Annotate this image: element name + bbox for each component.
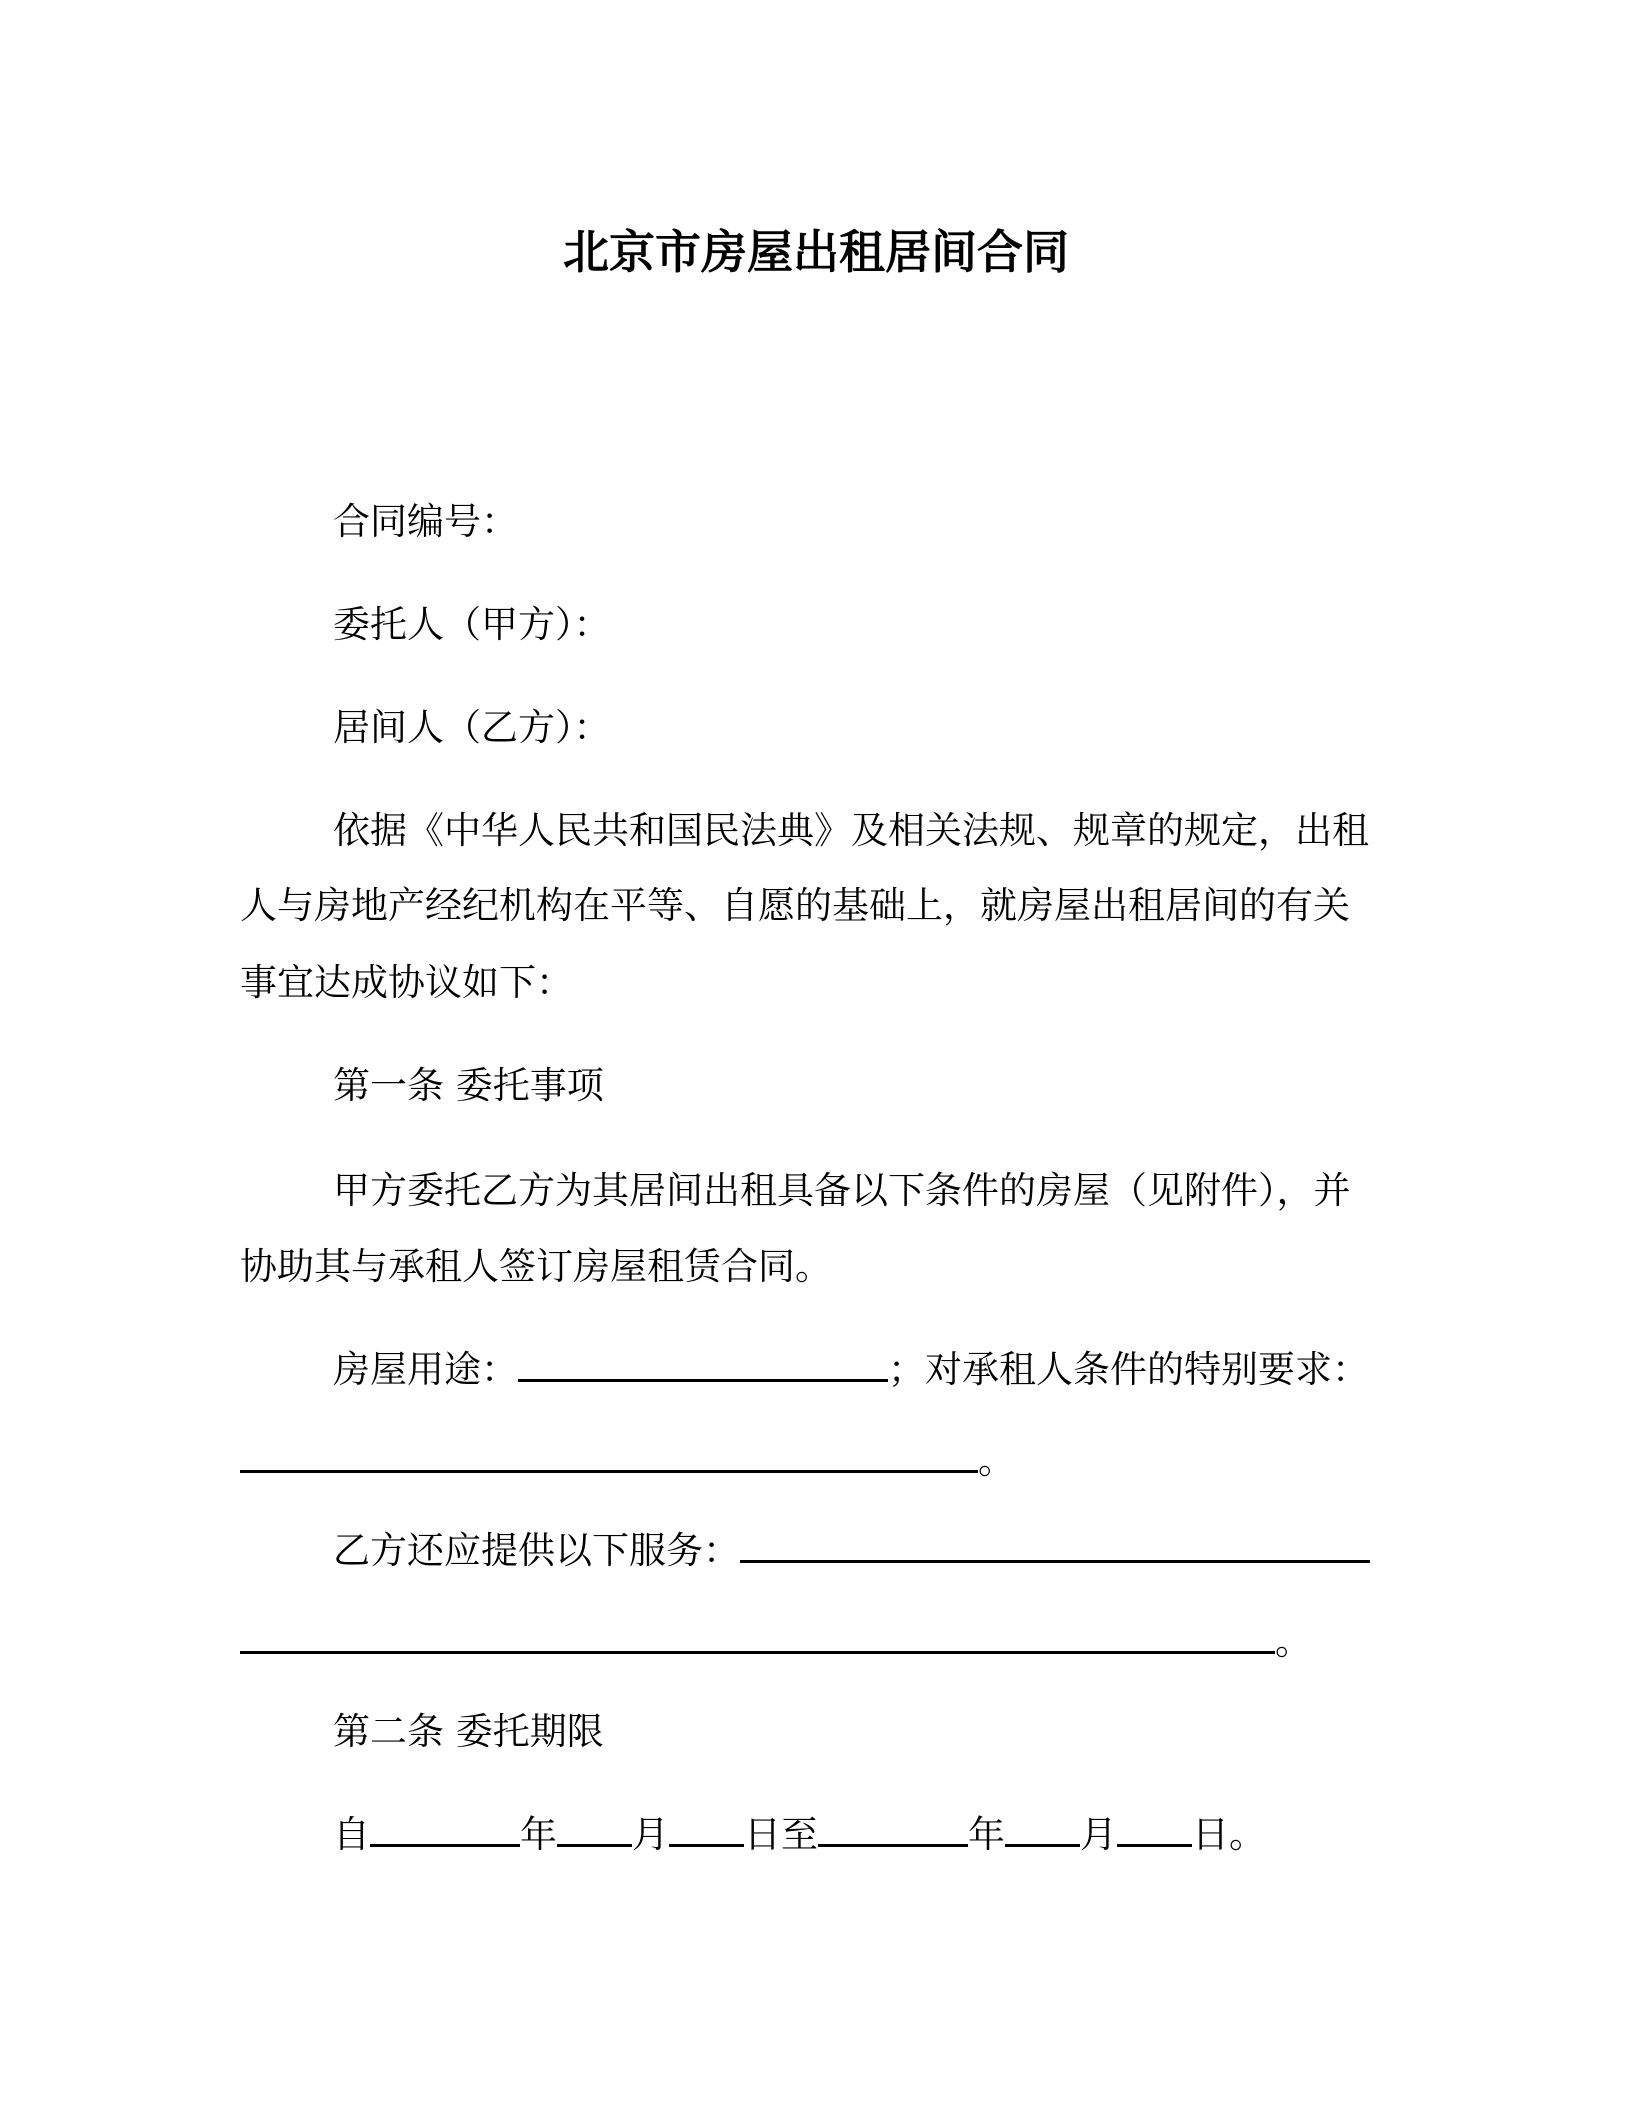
usage-row (333, 1345, 1369, 1395)
article-1-body-line-2: 协助其与承租人签订房屋租赁合同。 (240, 1245, 832, 1288)
usage-blank[interactable] (518, 1345, 888, 1382)
start-year-label: 年 (520, 1813, 557, 1856)
end-day-blank[interactable] (1117, 1810, 1192, 1847)
start-month-blank[interactable] (557, 1810, 632, 1847)
article-1-body-line-1: 甲方委托乙方为其居间出租具备以下条件的房屋（见附件），并 (333, 1169, 1351, 1212)
services-period: 。 (1275, 1620, 1312, 1663)
start-day-blank[interactable] (669, 1810, 744, 1847)
end-month-blank[interactable] (1005, 1810, 1080, 1847)
preamble-line-2: 人与房地产经纪机构在平等、自愿的基础上，就房屋出租居间的有关 (240, 884, 1350, 927)
preamble-line-3: 事宜达成协议如下： (240, 961, 573, 1004)
article-1-heading: 第一条 委托事项 (333, 1064, 604, 1107)
requirements-blank[interactable] (240, 1436, 978, 1473)
start-year-blank[interactable] (370, 1810, 520, 1847)
document-title: 北京市房屋出租居间合同 (563, 225, 1069, 279)
usage-label: 房屋用途： (333, 1348, 518, 1391)
end-year-label: 年 (968, 1813, 1005, 1856)
services-blank-2[interactable] (240, 1617, 1275, 1654)
preamble-line-1: 依据《中华人民共和国民法典》及相关法规、规章的规定，出租 (333, 809, 1369, 852)
start-month-label: 月 (632, 1813, 669, 1856)
date-range-row (333, 1810, 1266, 1860)
contract-number-label: 合同编号： (333, 500, 518, 543)
end-month-label: 月 (1080, 1813, 1117, 1856)
services-row (333, 1526, 1370, 1576)
intermediary-label: 居间人（乙方）： (333, 706, 611, 749)
services-label: 乙方还应提供以下服务： (333, 1529, 740, 1572)
date-from-label: 自 (333, 1813, 370, 1856)
requirements-period: 。 (978, 1439, 1015, 1482)
services-row-2 (240, 1617, 1312, 1667)
end-day-label: 日。 (1192, 1813, 1266, 1856)
services-blank-1[interactable] (740, 1526, 1370, 1563)
requirements-row (240, 1436, 1015, 1486)
date-to-label: 日至 (744, 1813, 818, 1856)
article-2-heading: 第二条 委托期限 (333, 1710, 604, 1753)
requirements-label: ；对承租人条件的特别要求： (888, 1348, 1369, 1391)
end-year-blank[interactable] (818, 1810, 968, 1847)
principal-label: 委托人（甲方）： (333, 603, 611, 646)
